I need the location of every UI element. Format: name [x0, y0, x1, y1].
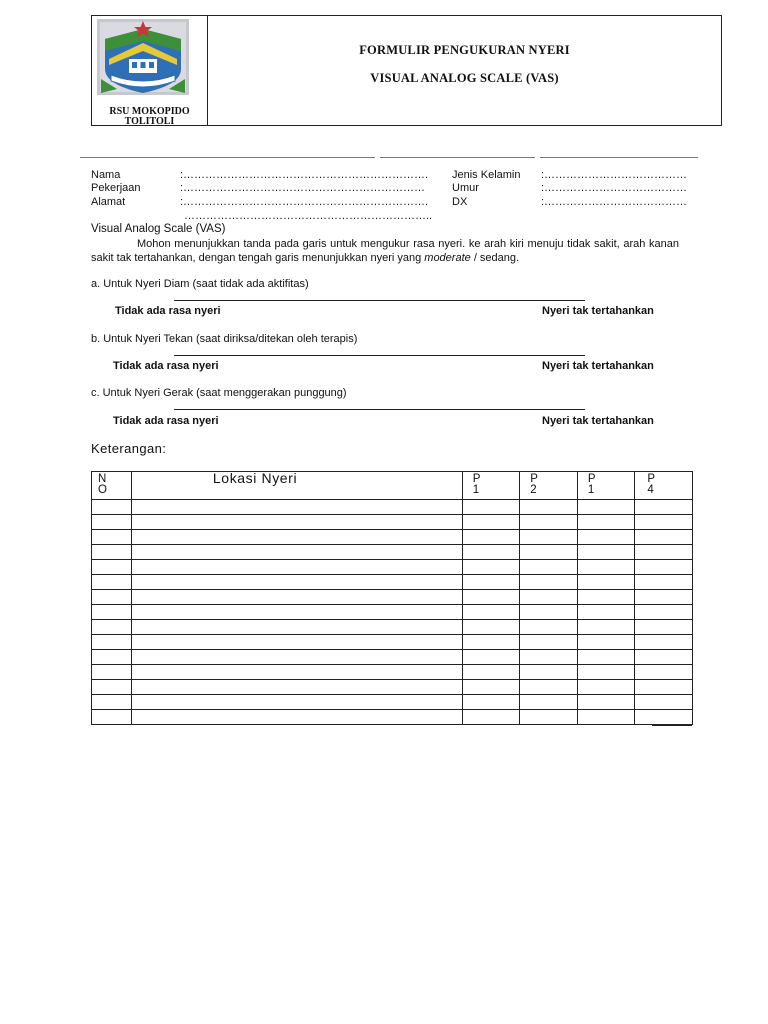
alamat-label: Alamat — [91, 196, 126, 208]
table-cell[interactable] — [520, 695, 578, 710]
table-cell[interactable] — [132, 620, 462, 635]
table-cell[interactable] — [462, 590, 520, 605]
table-cell[interactable] — [132, 515, 462, 530]
form-header — [91, 15, 722, 126]
table-cell[interactable] — [92, 515, 132, 530]
table-cell[interactable] — [462, 530, 520, 545]
table-cell[interactable] — [635, 635, 693, 650]
table-cell[interactable] — [520, 560, 578, 575]
table-cell[interactable] — [92, 500, 132, 515]
table-cell[interactable] — [462, 545, 520, 560]
scale-c-line[interactable] — [174, 409, 585, 410]
table-cell[interactable] — [635, 680, 693, 695]
table-cell[interactable] — [577, 500, 635, 515]
table-cell[interactable] — [132, 605, 462, 620]
table-row — [92, 620, 693, 635]
table-cell[interactable] — [462, 665, 520, 680]
table-cell[interactable] — [520, 515, 578, 530]
vas-instructions — [91, 237, 679, 265]
table-cell[interactable] — [92, 545, 132, 560]
table-cell[interactable] — [462, 680, 520, 695]
table-cell[interactable] — [132, 560, 462, 575]
keterangan-heading: Keterangan: — [91, 441, 167, 456]
scale-b-right-anchor: Nyeri tak tertahankan — [542, 360, 654, 372]
table-row — [92, 530, 693, 545]
table-cell[interactable] — [520, 545, 578, 560]
table-cell[interactable] — [577, 650, 635, 665]
table-cell[interactable] — [132, 680, 462, 695]
scale-b-line[interactable] — [174, 355, 585, 356]
table-row — [92, 500, 693, 515]
umur-label: Umur — [452, 182, 479, 194]
table-row — [92, 545, 693, 560]
table-cell[interactable] — [577, 680, 635, 695]
header-lokasi-text: Lokasi Nyeri — [212, 470, 298, 486]
alamat-field[interactable]: :…………………………………………………………. — [180, 196, 429, 208]
table-cell[interactable] — [132, 650, 462, 665]
table-cell[interactable] — [577, 515, 635, 530]
table-tail-line — [652, 725, 692, 726]
header-no-line2: O — [98, 484, 107, 496]
table-cell[interactable] — [462, 635, 520, 650]
table-cell[interactable] — [462, 605, 520, 620]
table-row — [92, 515, 693, 530]
dx-label: DX — [452, 196, 468, 208]
table-header-row — [92, 472, 693, 500]
table-cell[interactable] — [462, 620, 520, 635]
header-p2 — [520, 472, 578, 500]
table-cell[interactable] — [577, 620, 635, 635]
scale-c-label: c. Untuk Nyeri Gerak (saat menggerakan punggung) — [91, 387, 347, 399]
table-cell[interactable] — [462, 500, 520, 515]
table-cell[interactable] — [132, 590, 462, 605]
scale-b-left-anchor: Tidak ada rasa nyeri — [113, 360, 219, 372]
table-cell[interactable] — [92, 620, 132, 635]
table-cell[interactable] — [635, 545, 693, 560]
vas-heading: Visual Analog Scale (VAS) — [91, 223, 226, 235]
pain-location-table — [91, 471, 693, 725]
dx-field[interactable]: :………………………………… — [541, 196, 688, 208]
table-cell[interactable] — [462, 710, 520, 725]
nama-label: Nama — [91, 169, 121, 181]
scale-c-left-anchor: Tidak ada rasa nyeri — [113, 415, 219, 427]
table-cell[interactable] — [132, 695, 462, 710]
table-body — [92, 500, 693, 725]
scale-a-left-anchor: Tidak ada rasa nyeri — [115, 305, 221, 317]
table-cell[interactable] — [520, 635, 578, 650]
table-cell[interactable] — [92, 650, 132, 665]
header-p3-bottom: 1 — [587, 484, 595, 496]
table-cell[interactable] — [462, 650, 520, 665]
header-no-line1: N — [98, 473, 107, 485]
table-cell[interactable] — [577, 710, 635, 725]
table-row — [92, 665, 693, 680]
header-p1 — [462, 472, 520, 500]
table-cell[interactable] — [635, 620, 693, 635]
table-row — [92, 650, 693, 665]
table-cell[interactable] — [577, 605, 635, 620]
form-subtitle: VISUAL ANALOG SCALE (VAS) — [370, 71, 559, 85]
table-cell[interactable] — [635, 530, 693, 545]
instructions-text: Mohon menunjukkan tanda pada garis untuk mengukur rasa nyeri. ke arah kiri menuju tidak sakit, arah kanan sakit tak tertahankan, dengan tengah garis menunjukkan nyeri yang — [91, 238, 679, 264]
table-cell[interactable] — [577, 635, 635, 650]
pekerjaan-label: Pekerjaan — [91, 182, 141, 194]
header-no — [92, 472, 132, 500]
table-row — [92, 590, 693, 605]
separator-line — [540, 157, 698, 158]
table-cell[interactable] — [520, 590, 578, 605]
table-cell[interactable] — [520, 710, 578, 725]
table-cell[interactable] — [577, 695, 635, 710]
table-cell[interactable] — [462, 695, 520, 710]
alamat-field-continued[interactable]: ………………………………………………………….. — [184, 210, 433, 222]
logo-cell — [92, 16, 208, 125]
table-cell[interactable] — [635, 500, 693, 515]
table-cell[interactable] — [577, 545, 635, 560]
form-title: FORMULIR PENGUKURAN NYERI — [359, 43, 570, 57]
table-cell[interactable] — [462, 560, 520, 575]
table-cell[interactable] — [635, 605, 693, 620]
table-row — [92, 560, 693, 575]
table-row — [92, 605, 693, 620]
table-cell[interactable] — [520, 530, 578, 545]
header-lokasi-nyeri — [132, 472, 462, 500]
scale-a-line[interactable] — [174, 300, 585, 301]
scale-a-label: a. Untuk Nyeri Diam (saat tidak ada aktifitas) — [91, 278, 309, 290]
separator-line — [80, 157, 375, 158]
table-cell[interactable] — [635, 650, 693, 665]
table-cell[interactable] — [132, 500, 462, 515]
table-row — [92, 710, 693, 725]
pekerjaan-field[interactable]: :………………………………………………………… — [180, 182, 426, 194]
table-cell[interactable] — [577, 575, 635, 590]
nama-field[interactable]: :…………………………………………………………. — [180, 169, 429, 181]
table-cell[interactable] — [132, 545, 462, 560]
table-cell[interactable] — [132, 635, 462, 650]
table-cell[interactable] — [635, 665, 693, 680]
table-cell[interactable] — [92, 695, 132, 710]
header-p2-bottom: 2 — [530, 484, 537, 496]
table-row — [92, 695, 693, 710]
table-cell[interactable] — [132, 530, 462, 545]
table-cell[interactable] — [635, 710, 693, 725]
table-cell[interactable] — [92, 635, 132, 650]
scale-b-label: b. Untuk Nyeri Tekan (saat diriksa/ditekan oleh terapis) — [91, 333, 358, 345]
instructions-italic: moderate — [424, 252, 471, 264]
jenis-kelamin-field[interactable]: :………………………………… — [541, 169, 688, 181]
table-cell[interactable] — [635, 560, 693, 575]
table-cell[interactable] — [520, 650, 578, 665]
table-cell[interactable] — [132, 665, 462, 680]
table-cell[interactable] — [92, 605, 132, 620]
table-cell[interactable] — [520, 605, 578, 620]
header-p1-top: P — [472, 473, 481, 485]
header-p1-bottom: 1 — [472, 484, 480, 496]
hospital-name — [92, 107, 207, 127]
table-cell[interactable] — [520, 500, 578, 515]
instructions-end: / sedang. — [470, 252, 520, 264]
scale-c-right-anchor: Nyeri tak tertahankan — [542, 415, 654, 427]
table-cell[interactable] — [462, 575, 520, 590]
hospital-logo — [97, 19, 189, 112]
table-cell[interactable] — [520, 665, 578, 680]
form-title-cell — [208, 16, 721, 125]
table-cell[interactable] — [520, 575, 578, 590]
table-cell[interactable] — [577, 665, 635, 680]
table-cell[interactable] — [577, 590, 635, 605]
table-cell[interactable] — [462, 515, 520, 530]
header-p4-bottom: 4 — [647, 484, 654, 496]
table-bottom-cut — [88, 727, 700, 737]
table-cell[interactable] — [132, 575, 462, 590]
header-p3-top: P — [587, 473, 596, 485]
table-row — [92, 575, 693, 590]
table-cell[interactable] — [635, 590, 693, 605]
jenis-kelamin-label: Jenis Kelamin — [452, 169, 521, 181]
table-cell[interactable] — [92, 710, 132, 725]
table-cell[interactable] — [577, 560, 635, 575]
header-p2-top: P — [530, 473, 538, 485]
table-cell[interactable] — [92, 680, 132, 695]
table-cell[interactable] — [635, 695, 693, 710]
table-cell[interactable] — [92, 560, 132, 575]
table-row — [92, 680, 693, 695]
umur-field[interactable]: :………………………………… — [541, 182, 688, 194]
table-cell[interactable] — [92, 575, 132, 590]
table-cell[interactable] — [635, 515, 693, 530]
table-cell[interactable] — [520, 680, 578, 695]
separator-line — [380, 157, 535, 158]
table-cell[interactable] — [92, 590, 132, 605]
table-cell[interactable] — [577, 530, 635, 545]
header-p4-top: P — [647, 473, 656, 485]
hospital-name-line2: TOLITOLI — [124, 116, 175, 127]
table-cell[interactable] — [520, 620, 578, 635]
table-cell[interactable] — [92, 530, 132, 545]
table-cell[interactable] — [635, 575, 693, 590]
scale-a-right-anchor: Nyeri tak tertahankan — [542, 305, 654, 317]
table-cell[interactable] — [92, 665, 132, 680]
header-p4 — [635, 472, 693, 500]
header-p3 — [577, 472, 635, 500]
table-cell[interactable] — [132, 710, 462, 725]
table-row — [92, 635, 693, 650]
hospital-name-line1: RSU MOKOPIDO — [109, 106, 190, 117]
